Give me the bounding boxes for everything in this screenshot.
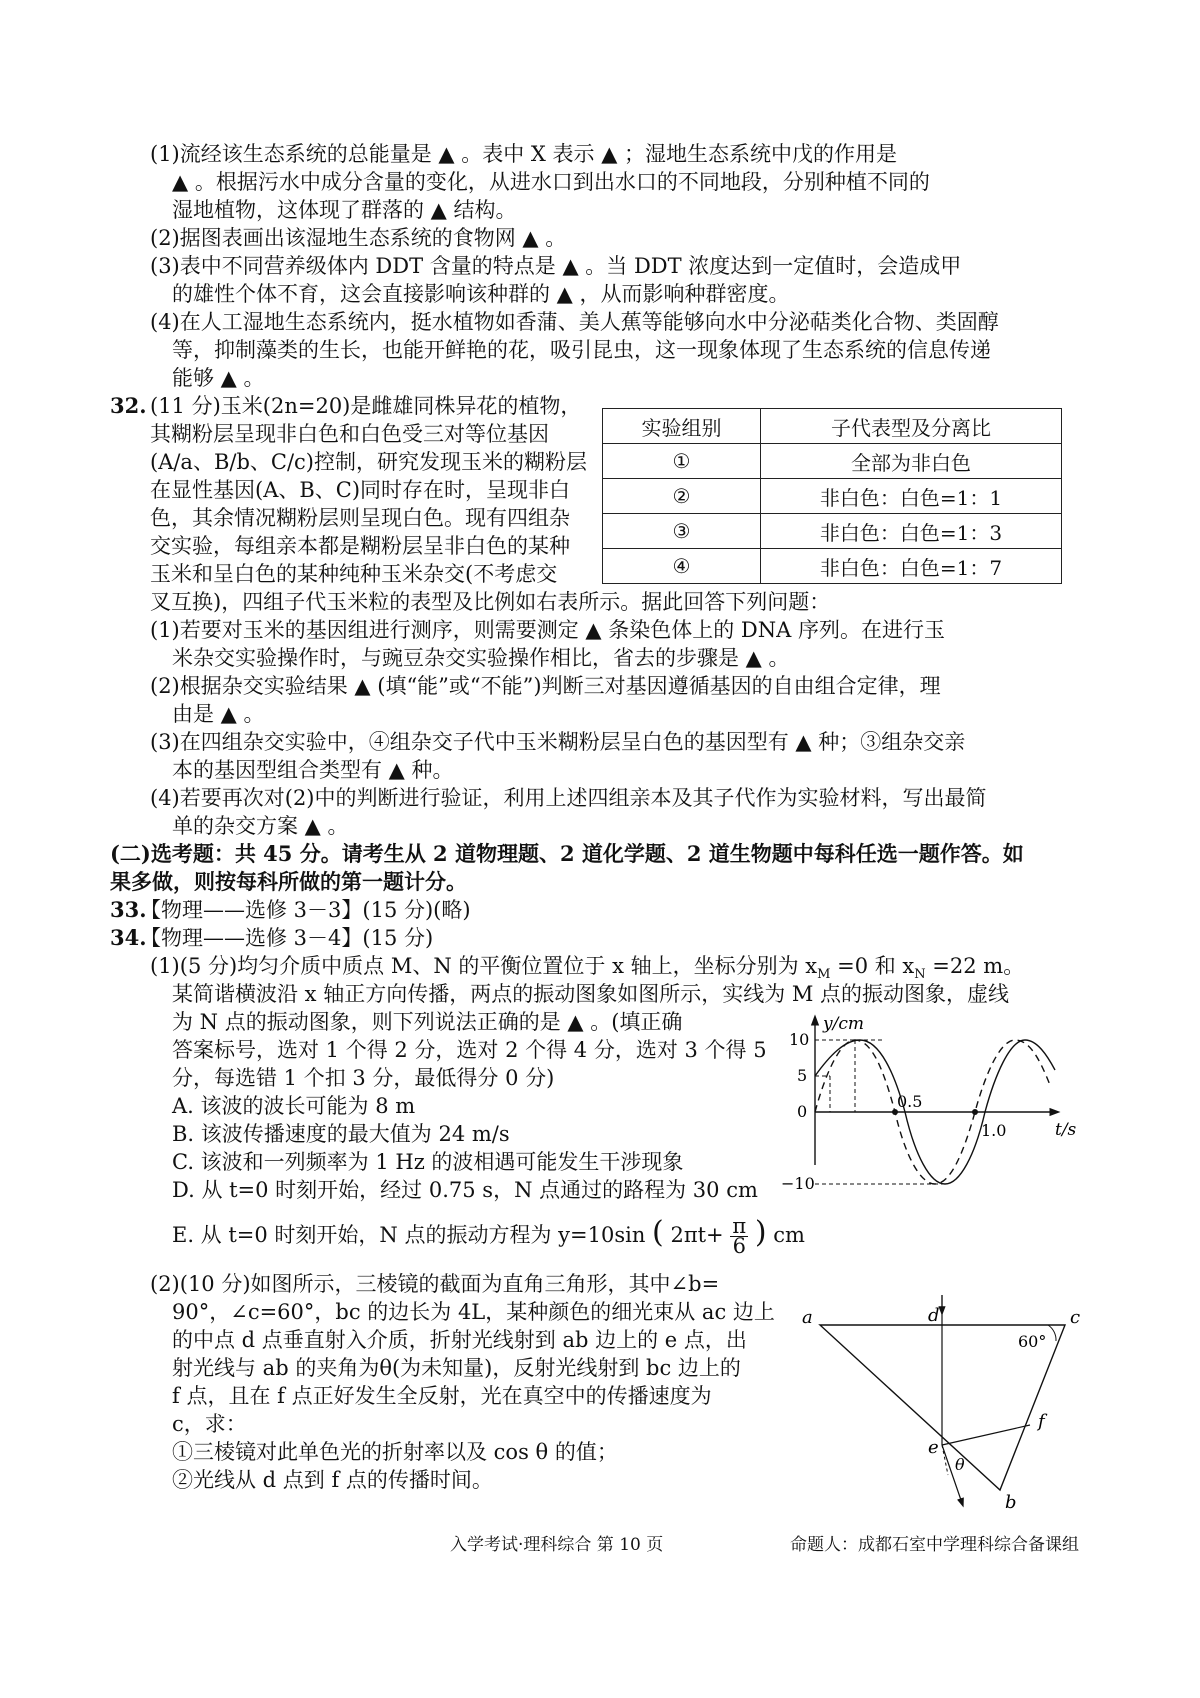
q31-part4-line3: 能够 ▲ 。	[172, 366, 265, 390]
q31-part1-line3: 湿地植物，这体现了群落的 ▲ 结构。	[172, 198, 517, 222]
option-e	[172, 1210, 805, 1256]
q34-part1-end: =22 m。	[925, 954, 1025, 978]
q34-part2-line1: (2)(10 分)如图所示，三棱镜的截面为直角三角形，其中∠b=	[150, 1272, 720, 1296]
data-point	[972, 1109, 978, 1115]
q33-number: 33.	[110, 897, 147, 922]
vertex-label-b: b	[1005, 1492, 1017, 1513]
q34-part2-line6: c，求：	[172, 1412, 247, 1436]
q34-part1-line2: 某简谐横波沿 x 轴正方向传播，两点的振动图象如图所示，实线为 M 点的振动图象，虚线	[172, 982, 1010, 1006]
q32-results-table	[602, 408, 1062, 584]
table-row	[603, 479, 1062, 514]
q32-intro-line7: 玉米和呈白色的某种纯种玉米杂交(不考虑交	[150, 562, 558, 586]
table-row	[603, 549, 1062, 584]
fraction-numerator: π	[732, 1214, 747, 1238]
q33-text: 【物理——选修 3－3】(15 分)(略)	[140, 898, 471, 922]
q32-part4-line1: (4)若要再次对(2)中的判断进行验证，利用上述四组亲本及其子代作为实验材料，写出最简	[150, 786, 987, 810]
q32-part3-line1: (3)在四组杂交实验中，④组杂交子代中玉米糊粉层呈白色的基因型有 ▲ 种；③组杂交亲	[150, 730, 966, 754]
vertex-label-a: a	[802, 1307, 813, 1328]
q32-intro-line6: 交实验，每组亲本都是糊粉层呈非白色的某种	[150, 534, 570, 558]
point-label-f: f	[1038, 1411, 1045, 1432]
q32-part4-line2: 单的杂交方案 ▲ 。	[172, 814, 349, 838]
table-row	[603, 514, 1062, 549]
q32-intro-line4: 在显性基因(A、B、C)同时存在时，呈现非白	[150, 478, 571, 502]
q34-part1-line4: 答案标号，选对 1 个得 2 分，选对 2 个得 4 分，选对 3 个得 5	[172, 1038, 767, 1062]
table-cell-group: ④	[603, 549, 761, 584]
footer-page-info: 入学考试·理科综合 第 10 页	[450, 1535, 664, 1555]
table-cell-result: 非白色：白色=1：7	[761, 549, 1062, 584]
q32-number: 32.	[110, 393, 147, 418]
q32-part2-line1: (2)根据杂交实验结果 ▲ (填“能”或“不能”)判断三对基因遵循基因的自由组合定律，理	[150, 674, 941, 698]
tick-label-y: −10	[781, 1174, 815, 1193]
q31-part1-line1: (1)流经该生态系统的总能量是 ▲ 。表中 X 表示 ▲ ；湿地生态系统中戊的作用是	[150, 142, 898, 166]
q31-part2: (2)据图表画出该湿地生态系统的食物网 ▲ 。	[150, 226, 567, 250]
fraction	[730, 1214, 748, 1258]
angle-label-60: 60°	[1018, 1332, 1047, 1351]
sub-question-1: ①三棱镜对此单色光的折射率以及 cos θ 的值；	[172, 1440, 618, 1464]
table-header-group: 实验组别	[603, 409, 761, 444]
q31-part1-line2: ▲ 。根据污水中成分含量的变化，从进水口到出水口的不同地段，分别种植不同的	[172, 170, 930, 194]
y-axis-label: y/cm	[823, 1014, 864, 1034]
footer-author: 命题人：成都石室中学理科综合备课组	[790, 1535, 1079, 1555]
table-row	[603, 444, 1062, 479]
q32-part1-line2: 米杂交实验操作时，与豌豆杂交实验操作相比，省去的步骤是 ▲ 。	[172, 646, 790, 670]
q34-part1-mid: =0 和 x	[830, 954, 915, 978]
option-d: D. 从 t=0 时刻开始，经过 0.75 s，N 点通过的路程为 30 cm	[172, 1178, 758, 1202]
table-cell-group: ①	[603, 444, 761, 479]
q34-part2-line2: 90°，∠c=60°，bc 的边长为 4L，某种颜色的细光束从 ac 边上	[172, 1300, 775, 1324]
fraction-denominator: 6	[732, 1234, 746, 1258]
angle-arc	[1048, 1325, 1056, 1341]
q34-part2-line3: 的中点 d 点垂直射入介质，折射光线射到 ab 边上的 e 点，出	[172, 1328, 747, 1352]
reflected-ray	[942, 1425, 1030, 1445]
q32-part2-line2: 由是 ▲ 。	[172, 702, 265, 726]
q34-number: 34.	[110, 925, 147, 950]
q31-part4-line1: (4)在人工湿地生态系统内，挺水植物如香蒲、美人蕉等能够向水中分泌萜类化合物、类固醇	[150, 310, 999, 334]
q32-intro-line3: (A/a、B/b、C/c)控制，研究发现玉米的糊粉层	[150, 450, 587, 474]
section2-line1: (二)选考题：共 45 分。请考生从 2 道物理题、2 道化学题、2 道生物题中每科任选一题作答。如	[110, 841, 1024, 866]
tick-label-y: 5	[797, 1066, 808, 1085]
exit-ray	[942, 1445, 962, 1503]
option-b: B. 该波传播速度的最大值为 24 m/s	[172, 1122, 510, 1146]
table-cell-result: 非白色：白色=1：3	[761, 514, 1062, 549]
q34-part2-line5: f 点，且在 f 点正好发生全反射，光在真空中的传播速度为	[172, 1384, 712, 1408]
tick-label-y: 0	[797, 1102, 808, 1121]
q32-intro-line8: 叉互换)，四组子代玉米粒的表型及比例如右表所示。据此回答下列问题：	[150, 590, 831, 614]
tick-label-y: 10	[789, 1030, 810, 1049]
option-e-argument: 2πt+	[670, 1223, 724, 1247]
subscript-n: N	[914, 967, 926, 983]
q32-part3-line2: 本的基因型组合类型有 ▲ 种。	[172, 758, 454, 782]
q34-part1-line5: 分，每选错 1 个扣 3 分，最低得分 0 分)	[172, 1066, 555, 1090]
q31-part3-line2: 的雄性个体不育，这会直接影响该种群的 ▲ ，从而影响种群密度。	[172, 282, 790, 306]
right-paren: )	[754, 1215, 767, 1250]
table-cell-group: ③	[603, 514, 761, 549]
q31-part4-line2: 等，抑制藻类的生长，也能开鲜艳的花，吸引昆虫，这一现象体现了生态系统的信息传递	[172, 338, 991, 362]
q32-intro-line2: 其糊粉层呈现非白色和白色受三对等位基因	[150, 422, 549, 446]
q34-heading: 【物理——选修 3－4】(15 分)	[140, 926, 434, 950]
vertex-label-c: c	[1070, 1307, 1081, 1328]
q32-intro-line1: (11 分)玉米(2n=20)是雌雄同株异花的植物，	[150, 394, 582, 418]
prism-diagram	[800, 1295, 1090, 1513]
option-a: A. 该波的波长可能为 8 m	[172, 1094, 416, 1118]
option-e-unit: cm	[773, 1223, 805, 1247]
table-cell-result: 全部为非白色	[761, 444, 1062, 479]
angle-label-theta: θ	[955, 1455, 965, 1474]
vibration-graph	[781, 1014, 1105, 1193]
q34-part1-text: (1)(5 分)均匀介质中质点 M、N 的平衡位置位于 x 轴上，坐标分别为 x	[150, 954, 818, 978]
subscript-m: M	[817, 967, 831, 983]
tick-label-x: 1.0	[981, 1121, 1007, 1140]
q32-intro-line5: 色，其余情况糊粉层则呈现白色。现有四组杂	[150, 506, 570, 530]
point-label-e: e	[928, 1437, 939, 1458]
table-cell-result: 非白色：白色=1：1	[761, 479, 1062, 514]
point-label-d: d	[928, 1305, 940, 1326]
table-header-result: 子代表型及分离比	[761, 409, 1062, 444]
q34-part1-line3: 为 N 点的振动图象，则下列说法正确的是 ▲ 。(填正确	[172, 1010, 683, 1034]
sub-question-2: ②光线从 d 点到 f 点的传播时间。	[172, 1468, 493, 1492]
table-cell-group: ②	[603, 479, 761, 514]
q31-part3-line1: (3)表中不同营养级体内 DDT 含量的特点是 ▲ 。当 DDT 浓度达到一定值时，会造成甲	[150, 254, 962, 278]
x-axis-label: t/s	[1055, 1120, 1077, 1140]
option-c: C. 该波和一列频率为 1 Hz 的波相遇可能发生干涉现象	[172, 1150, 684, 1174]
q34-part2-line4: 射光线与 ab 的夹角为θ(为未知量)，反射光线射到 bc 边上的	[172, 1356, 741, 1380]
option-e-text: E. 从 t=0 时刻开始，N 点的振动方程为 y=10sin	[172, 1223, 646, 1247]
left-paren: (	[652, 1215, 664, 1250]
q32-part1-line1: (1)若要对玉米的基因组进行测序，则需要测定 ▲ 条染色体上的 DNA 序列。在进行玉	[150, 618, 945, 642]
section2-line2: 果多做，则按每科所做的第一题计分。	[110, 869, 467, 894]
tick-label-x: 0.5	[897, 1092, 923, 1111]
